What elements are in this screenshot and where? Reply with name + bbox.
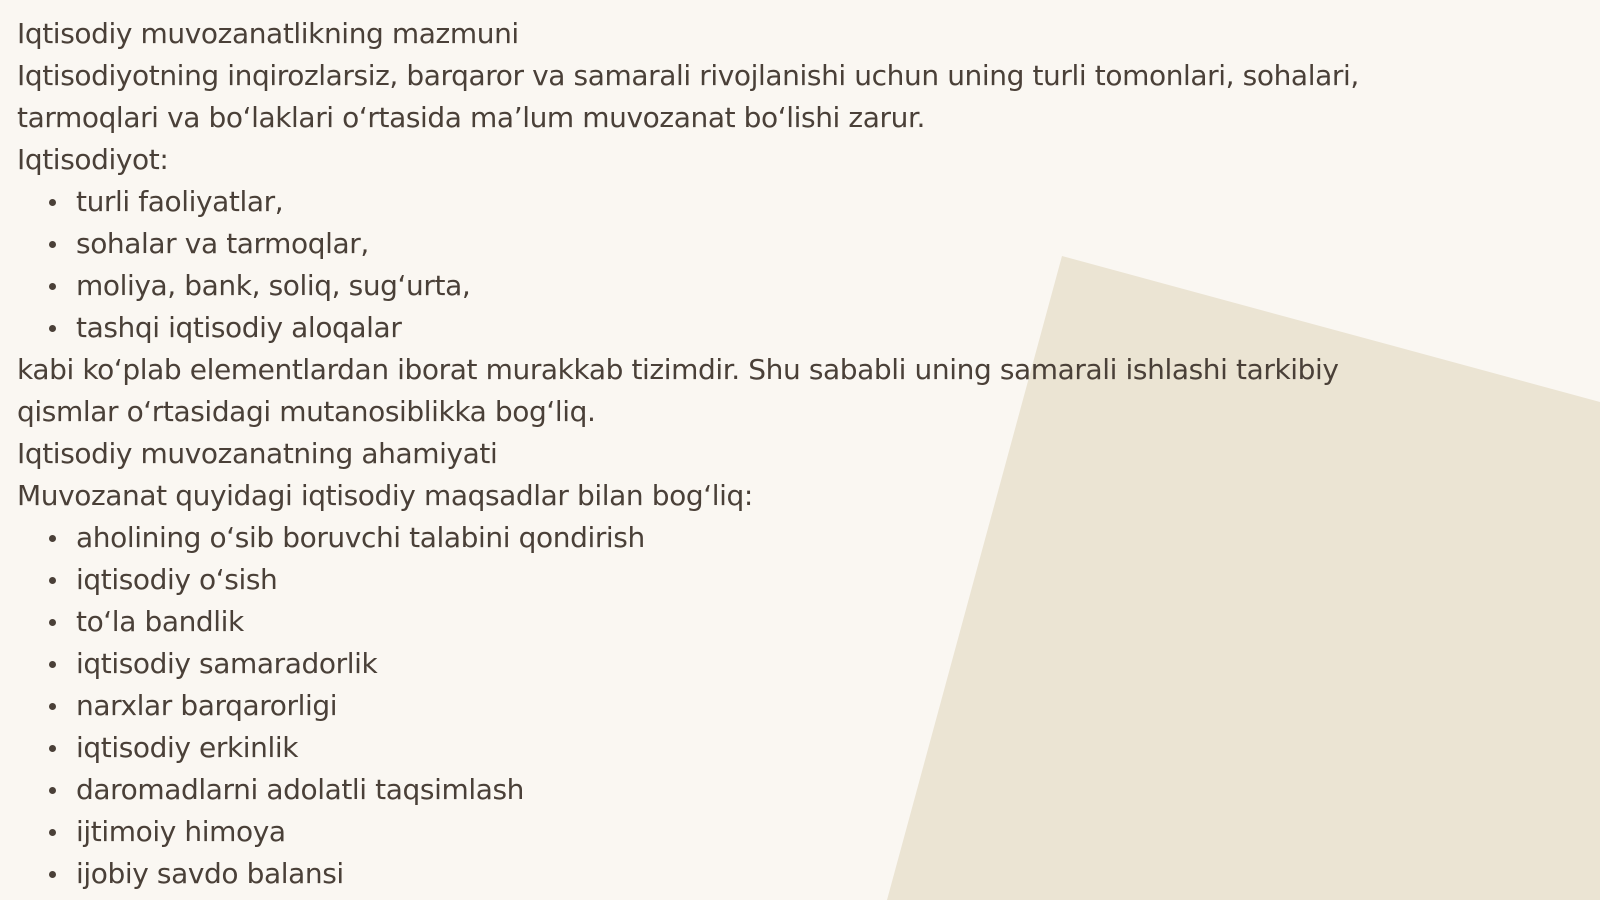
list-item: aholining o‘sib boruvchi talabini qondirish xyxy=(17,517,1577,559)
list-item: to‘la bandlik xyxy=(17,601,1577,643)
list-item: ijtimoiy himoya xyxy=(17,811,1577,853)
list-item: iqtisodiy erkinlik xyxy=(17,727,1577,769)
list-item: moliya, bank, soliq, sug‘urta, xyxy=(17,265,1577,307)
list-item: tashqi iqtisodiy aloqalar xyxy=(17,307,1577,349)
list-item: sohalar va tarmoqlar, xyxy=(17,223,1577,265)
list-item: narxlar barqarorligi xyxy=(17,685,1577,727)
closing-line-2: qismlar o‘rtasidagi mutanosiblikka bog‘liq. xyxy=(17,395,596,428)
goals-intro: Muvozanat quyidagi iqtisodiy maqsadlar bilan bog‘liq: xyxy=(17,479,753,512)
closing-line-1: kabi ko‘plab elementlardan iborat murakkab tizimdir. Shu sababli uning samarali ishlashi tarkibiy xyxy=(17,353,1339,386)
economic-goals-list xyxy=(17,517,1577,895)
intro-line-2: tarmoqlari va bo‘laklari o‘rtasida ma’lum muvozanat bo‘lishi zarur. xyxy=(17,101,925,134)
list-item: iqtisodiy samaradorlik xyxy=(17,643,1577,685)
economy-components-list xyxy=(17,181,1577,349)
section-heading-importance: Iqtisodiy muvozanatning ahamiyati xyxy=(17,437,498,470)
intro-line-1: Iqtisodiyotning inqirozlarsiz, barqaror va samarali rivojlanishi uchun uning turli tomonlari, sohalari, xyxy=(17,59,1359,92)
list-item: daromadlarni adolatli taqsimlash xyxy=(17,769,1577,811)
slide-content xyxy=(17,13,1577,895)
list-item: turli faoliyatlar, xyxy=(17,181,1577,223)
section-heading-content: Iqtisodiy muvozanatlikning mazmuni xyxy=(17,17,519,50)
list-item: ijobiy savdo balansi xyxy=(17,853,1577,895)
economy-list-label: Iqtisodiyot: xyxy=(17,143,169,176)
list-item: iqtisodiy o‘sish xyxy=(17,559,1577,601)
